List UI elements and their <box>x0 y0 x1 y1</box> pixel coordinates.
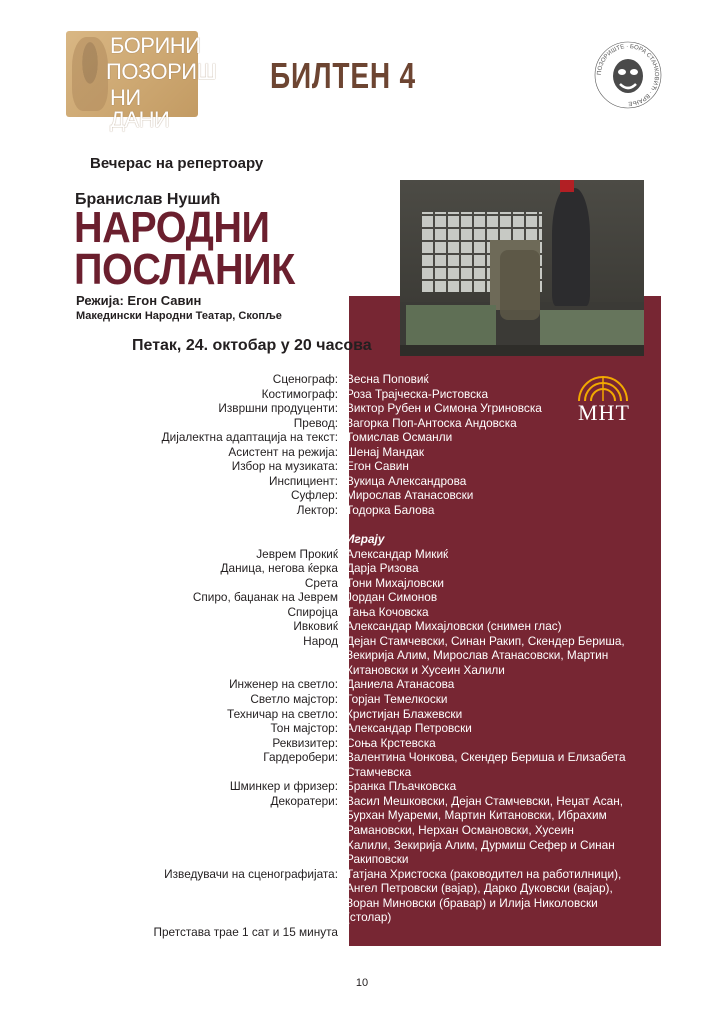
credit-row <box>0 416 724 431</box>
cast-row <box>0 823 724 838</box>
cast-role: Јеврем Прокиќ <box>256 546 338 561</box>
cast-row <box>0 721 724 736</box>
credit-role: Извршни продуценти: <box>218 401 338 416</box>
cast-name: Бранка Пљачковска <box>346 779 457 794</box>
credit-row <box>0 372 724 387</box>
cast-row <box>0 576 724 591</box>
cast-name: Тони Михајловски <box>346 575 444 590</box>
theatre-name: Македински Народни Театар, Скопље <box>76 310 282 322</box>
cast-name: Даниела Атанасова <box>346 677 455 692</box>
cast-row <box>0 794 724 809</box>
credit-row <box>0 488 724 503</box>
cast-role: Декоратери: <box>270 793 338 808</box>
cast-name: Халили, Зекирија Алим, Дурмиш Сефер и Синан <box>346 837 615 852</box>
cast-row <box>0 910 724 925</box>
performance-date: Петак, 24. октобар у 20 часова <box>132 337 372 354</box>
credit-role: Асистент на режија: <box>228 444 338 459</box>
cast-name: Ракиповски <box>346 852 409 867</box>
credit-name: Загорка Поп-Антоска Андовска <box>346 415 517 430</box>
festival-logo-line1: БОРИНИ <box>110 33 201 58</box>
cast-name: Дарја Ризова <box>346 561 419 576</box>
cast-row <box>0 648 724 663</box>
credit-name: Шенај Мандак <box>346 444 424 459</box>
credit-name: Тодорка Балова <box>346 502 435 517</box>
cast-row <box>0 707 724 722</box>
credit-role: Дијалектна адаптација на текст: <box>161 430 338 445</box>
credit-name: Весна Поповиќ <box>346 372 429 386</box>
stage-photo <box>400 180 644 356</box>
director: Режија: Егон Савин <box>76 293 202 308</box>
credit-name: Роза Трајческа-Ристовска <box>346 386 489 401</box>
cast-role: Инженер на светло: <box>229 677 338 692</box>
credit-role: Превод: <box>293 415 338 430</box>
credit-row <box>0 445 724 460</box>
cast-name: Зекирија Алим, Мирослав Атанасовски, Мартин <box>346 648 609 663</box>
credit-row <box>0 459 724 474</box>
cast-row <box>0 561 724 576</box>
cast-name: Александар Михајловски (снимен глас) <box>346 619 562 634</box>
cast-role: Народ <box>303 633 338 648</box>
theatre-mask-logo <box>593 40 663 110</box>
festival-logo <box>66 31 217 132</box>
credit-role: Сценограф: <box>272 372 338 386</box>
cast-row <box>0 838 724 853</box>
mnt-logo-text: МНТ <box>578 400 630 425</box>
cast-row <box>0 750 724 765</box>
cast-role: Срета <box>304 575 338 590</box>
cast-row <box>0 852 724 867</box>
credit-name: Виктор Рубен и Симона Угриновска <box>346 401 542 416</box>
credit-name: Вукица Александрова <box>346 473 467 488</box>
cast-role: Спиро, баџанак на Јеврем <box>192 590 338 605</box>
cast-name: Александар Микиќ <box>346 546 449 561</box>
cast-name: Васил Мешковски, Дејан Стамчевски, Неџат Асан, <box>346 793 623 808</box>
cast-name: Александар Петровски <box>346 721 472 736</box>
bulletin-title: БИЛТЕН 4 <box>270 55 416 96</box>
cast-row <box>0 605 724 620</box>
play-title-line1: НАРОДНИ <box>74 203 270 252</box>
cast-row <box>0 663 724 678</box>
cast-name: (столар) <box>346 910 392 925</box>
portrait-icon <box>72 37 108 111</box>
credit-row <box>0 401 724 416</box>
cast-name: Зоран Миновски (бравар) и Илија Николовски <box>346 895 598 910</box>
credit-role: Лектор: <box>296 502 338 517</box>
cast-row <box>0 765 724 780</box>
cast-row <box>0 634 724 649</box>
credit-role: Суфлер: <box>290 488 338 503</box>
festival-logo-line3: НИ ДАНИ <box>110 85 170 132</box>
festival-logo-line2: ПОЗОРИШ <box>106 59 217 84</box>
play-title <box>74 203 295 294</box>
cast-name: Соња Крстевска <box>346 735 436 750</box>
cast-role: Реквизитер: <box>272 735 338 750</box>
cast-role: Спиројца <box>287 604 338 619</box>
cast-name: Дејан Стамчевски, Синан Ракип, Скендер Бериша, <box>346 633 625 648</box>
credit-role: Избор на музиката: <box>231 459 338 474</box>
cast-row <box>0 779 724 794</box>
credit-row <box>0 387 724 402</box>
author: Бранислав Нушић <box>75 191 221 208</box>
credits-list <box>0 372 724 939</box>
svg-text:ПОЗОРИШТЕ · БОРА СТАНКОВИЋ · В: ПОЗОРИШТЕ · БОРА СТАНКОВИЋ · ВРАЊЕ <box>596 43 660 107</box>
cast-name: Горјан Темелкоски <box>346 692 448 707</box>
cast-row <box>0 590 724 605</box>
cast-row <box>0 867 724 882</box>
credit-role: Инспициент: <box>269 473 338 488</box>
cast-row <box>0 881 724 896</box>
cast-row <box>0 547 724 562</box>
cast-name: Јордан Симонов <box>346 590 438 605</box>
cast-row <box>0 896 724 911</box>
cast-role: Даница, негова ќерка <box>220 561 338 576</box>
cast-role: Тон мајстор: <box>270 721 338 736</box>
cast-row <box>0 736 724 751</box>
cast-name: Стамчевска <box>346 764 412 779</box>
cast-row <box>0 808 724 823</box>
credit-name: Егон Савин <box>346 459 409 474</box>
play-title-line2: ПОСЛАНИК <box>74 245 295 294</box>
cast-role: Шминкер и фризер: <box>229 779 338 794</box>
tonight-label: Вечерас на репертоару <box>90 155 264 172</box>
cast-name: Тања Кочовска <box>346 604 429 619</box>
duration: Претстава трае 1 сат и 15 минута <box>153 924 338 939</box>
credit-row <box>0 503 724 518</box>
cast-role: Ивковиќ <box>293 619 338 634</box>
cast-name: Татјана Христоска (раководител на работилници), <box>346 866 622 881</box>
cast-role: Техничар на светло: <box>227 706 338 721</box>
cast-name: Рамановски, Нерхан Османовски, Хусеин <box>346 822 574 837</box>
cast-name: Китановски и Хусеин Халили <box>346 662 505 677</box>
credit-name: Мирослав Атанасовски <box>346 488 474 503</box>
page-number: 10 <box>355 977 369 989</box>
cast-row <box>0 677 724 692</box>
cast-row <box>0 619 724 634</box>
credit-role: Костимограф: <box>261 386 338 401</box>
cast-heading: Играју <box>346 532 385 547</box>
cast-name: Валентина Чонкова, Скендер Бериша и Елизабета <box>346 750 626 765</box>
cast-role: Гардеробери: <box>263 750 338 765</box>
cast-name: Ангел Петровски (вајар), Дарко Дуковски (вајар), <box>346 881 613 896</box>
cast-name: Бурхан Муареми, Мартин Китановски, Ибрахим <box>346 808 607 823</box>
credit-row <box>0 474 724 489</box>
cast-row <box>0 692 724 707</box>
cast-role: Светло мајстор: <box>250 692 338 707</box>
credit-row <box>0 430 724 445</box>
cast-name: Кристијан Блажевски <box>346 706 463 721</box>
credit-name: Томислав Османли <box>346 430 453 445</box>
cast-role: Изведувачи на сценографијата: <box>164 866 338 881</box>
